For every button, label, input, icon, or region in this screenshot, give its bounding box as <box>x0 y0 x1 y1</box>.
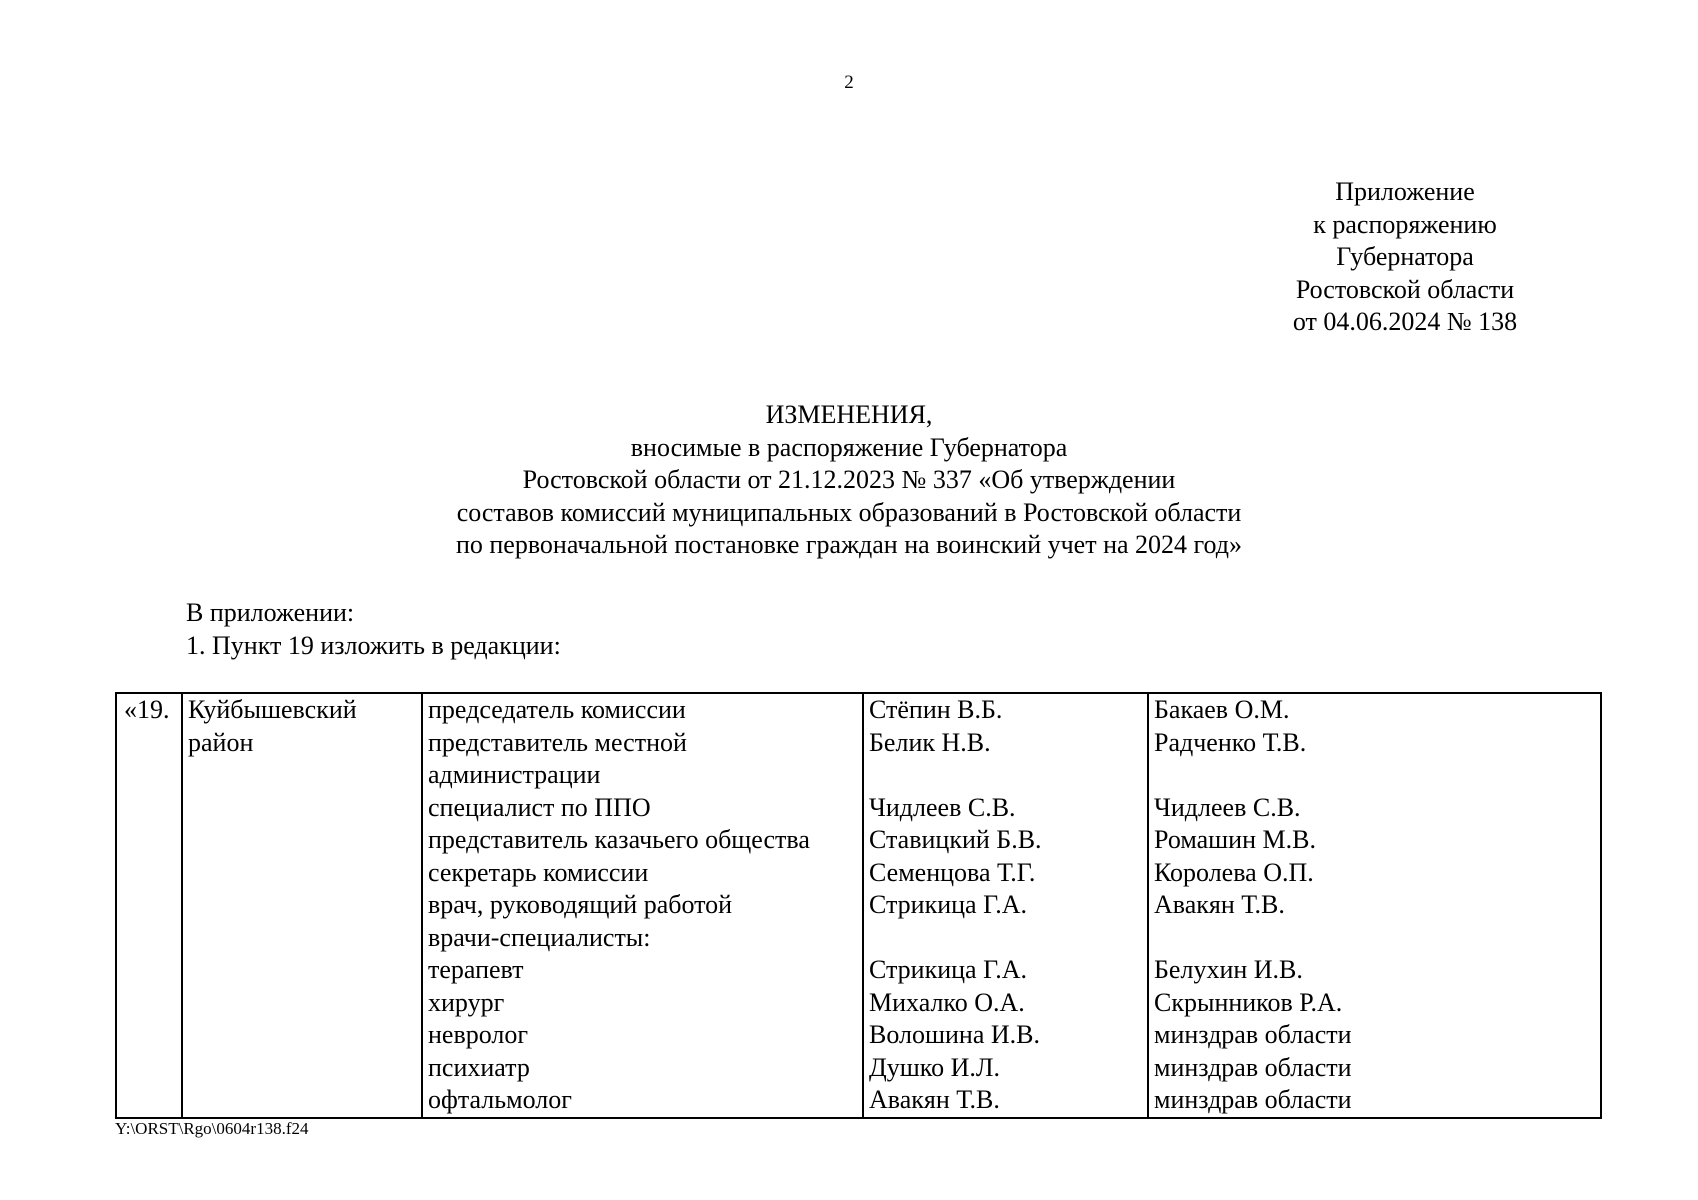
main-member: Ставицкий Б.В. <box>869 825 1042 854</box>
main-member: Волошина И.В. <box>869 1020 1040 1049</box>
district-cell <box>182 693 422 1118</box>
role: председатель комиссии <box>428 695 686 724</box>
intro-line: 1. Пункт 19 изложить в редакции: <box>186 630 561 660</box>
reserve-member: минздрав области <box>1154 1085 1352 1114</box>
role: представитель местной <box>428 727 687 757</box>
role: специалист по ППО <box>428 792 651 822</box>
title-line: составов комиссий муниципальных образований в Ростовской области <box>456 497 1242 527</box>
role: терапевт <box>428 955 524 984</box>
main-member: Семенцова Т.Г. <box>869 857 1036 887</box>
reserve-member: Бакаев О.М. <box>1154 695 1290 724</box>
role: администрации <box>428 760 601 789</box>
intro-line: В приложении: <box>186 598 355 627</box>
role: врачи-специалисты: <box>428 922 651 952</box>
annex-line: от 04.06.2024 № 138 <box>1292 307 1518 336</box>
annex-line: Ростовской области <box>1295 274 1515 304</box>
page-number: 2 <box>844 72 854 93</box>
reserve-member: Радченко Т.В. <box>1154 727 1307 757</box>
intro-text <box>186 597 561 662</box>
annex-line: Губернатора <box>1336 242 1474 271</box>
item-number-cell <box>116 693 182 1118</box>
reserve-member <box>1154 922 1600 955</box>
role-column <box>422 693 863 1118</box>
role: представитель казачьего общества <box>428 825 810 854</box>
main-member <box>869 922 1147 955</box>
title-line: Ростовской области от 21.12.2023 № 337 «Об утверждении <box>522 465 1176 494</box>
main-member: Авакян Т.В. <box>869 1085 1000 1114</box>
title-heading: ИЗМЕНЕНИЯ, <box>765 400 933 429</box>
role: хирург <box>428 987 505 1017</box>
main-member: Стрикица Г.А. <box>869 955 1027 984</box>
main-member: Стрикица Г.А. <box>869 890 1027 919</box>
role: психиатр <box>428 1052 530 1082</box>
reserve-member: Авакян Т.В. <box>1154 890 1285 919</box>
reserve-member: Белухин И.В. <box>1154 955 1303 984</box>
file-path-footer: Y:\ORST\Rgo\0604r138.f24 <box>115 1119 309 1138</box>
reserve-member: минздрав области <box>1154 1020 1352 1049</box>
main-member: Душко И.Л. <box>869 1052 1000 1082</box>
annex-block <box>1255 176 1555 339</box>
reserve-member: минздрав области <box>1154 1052 1352 1082</box>
commission-table <box>115 692 1602 1119</box>
role: секретарь комиссии <box>428 857 649 887</box>
district-name-line: район <box>188 727 254 757</box>
reserve-member-column <box>1148 693 1601 1118</box>
reserve-member: Чидлеев С.В. <box>1154 792 1301 822</box>
table-row <box>116 693 1601 1118</box>
main-member: Стёпин В.Б. <box>869 695 1003 724</box>
main-member: Чидлеев С.В. <box>869 792 1016 822</box>
main-member: Михалко О.А. <box>869 987 1025 1017</box>
reserve-member <box>1154 759 1600 792</box>
title-line: вносимые в распоряжение Губернатора <box>630 432 1068 462</box>
main-member <box>869 759 1147 792</box>
main-member: Белик Н.В. <box>869 727 991 757</box>
title-line: по первоначальной постановке граждан на воинский учет на 2024 год» <box>455 530 1243 559</box>
role: невролог <box>428 1020 529 1049</box>
document-title <box>0 399 1698 562</box>
district-name-line: Куйбышевский <box>188 695 357 724</box>
reserve-member: Скрынников Р.А. <box>1154 987 1343 1017</box>
reserve-member: Королева О.П. <box>1154 857 1314 887</box>
annex-line: к распоряжению <box>1313 209 1497 239</box>
main-member-column <box>863 693 1148 1118</box>
item-number: «19. <box>124 695 170 724</box>
role: врач, руководящий работой <box>428 890 733 919</box>
annex-line: Приложение <box>1335 177 1475 206</box>
role: офтальмолог <box>428 1085 572 1114</box>
reserve-member: Ромашин М.В. <box>1154 825 1316 854</box>
